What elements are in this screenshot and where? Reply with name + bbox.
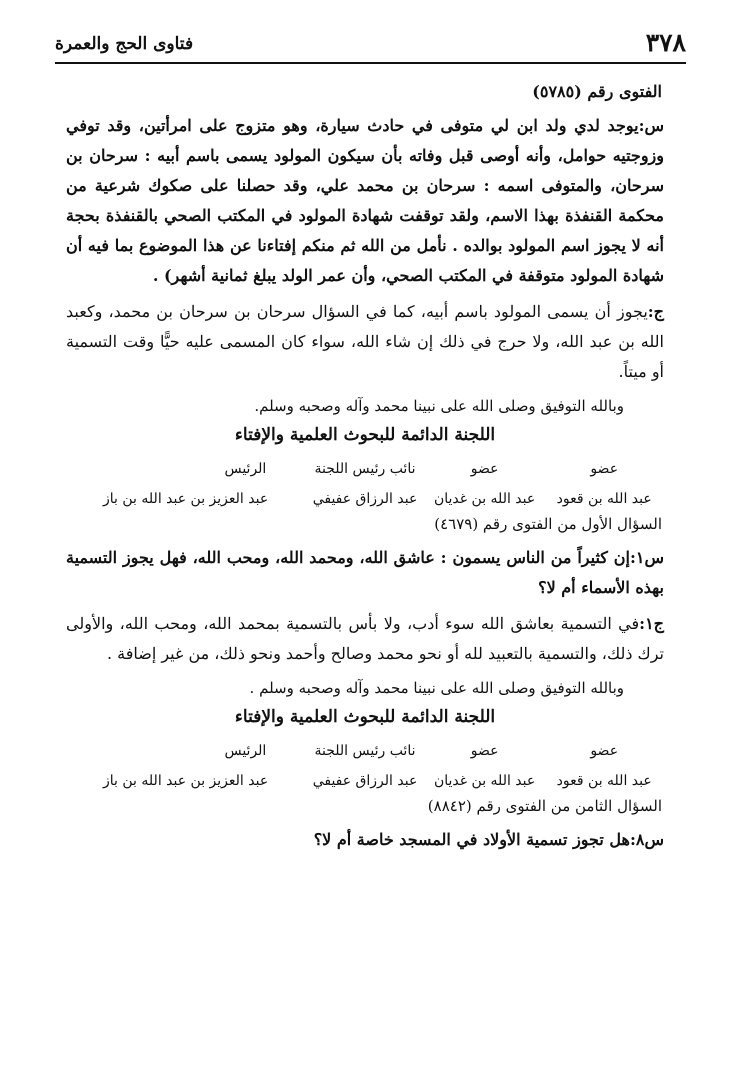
answer-text: في التسمية بعاشق الله سوء أدب، ولا بأس بالتسمية بمحمد الله، ومحب الله، والأولى ترك ذلك، والتسمية بالتعبيد لله أو نحو محمد وصالح وأحمد ونحو ذلك، من غير إضافة . — [66, 614, 664, 663]
signature-name: عبد الله بن قعود — [556, 773, 652, 789]
signature-role: عضو — [470, 743, 499, 759]
signature-name: عبد الله بن غديان — [433, 773, 536, 789]
signature-role: عضو — [470, 461, 499, 477]
answer-tag: ج١: — [639, 614, 664, 633]
signature-name: عبد الرزاق عفيفي — [312, 773, 418, 789]
signature-name: عبد الله بن غديان — [433, 491, 536, 507]
signature-table — [66, 461, 664, 507]
book-title: فتاوى الحج والعمرة — [55, 34, 194, 54]
answer-text: يجوز أن يسمى المولود باسم أبيه، كما في السؤال سرحان بن سرحان بن محمد، وكعبد الله بن عبد الله، ولا حرج في ذلك إن شاء الله، سواء كان المسمى عليه حيًّا وقت التسمية أو ميتاً. — [66, 302, 664, 381]
question-text: إن كثيراً من الناس يسمون : عاشق الله، ومحمد الله، ومحب الله، فهل يجوز التسمية بهذه الأسماء أم لا؟ — [66, 548, 664, 597]
signature-role: نائب رئيس اللجنة — [314, 461, 416, 477]
fatwa-number: الفتوى رقم (٥٧٨٥) — [532, 82, 662, 101]
answer-tag: ج: — [647, 302, 664, 321]
signature-name: عبد العزيز بن عبد الله بن باز — [103, 773, 269, 789]
closing-formula: وبالله التوفيق وصلى الله على نبينا محمد وآله وصحبه وسلم. — [254, 397, 624, 415]
signature-role: عضو — [590, 743, 619, 759]
signature-name: عبد الرزاق عفيفي — [312, 491, 418, 507]
question-paragraph — [66, 543, 664, 603]
signature-role: الرئيس — [224, 743, 267, 759]
question-paragraph — [66, 825, 664, 855]
closing-formula: وبالله التوفيق وصلى الله على نبينا محمد وآله وصحبه وسلم . — [249, 679, 624, 697]
signature-name: عبد الله بن قعود — [556, 491, 652, 507]
committee-title: اللجنة الدائمة للبحوث العلمية والإفتاء — [234, 707, 496, 727]
question-tag: س: — [638, 116, 664, 135]
question-text: هل تجوز تسمية الأولاد في المسجد خاصة أم لا؟ — [313, 830, 630, 849]
question-tag: س٨: — [629, 830, 664, 849]
signature-table — [66, 743, 664, 789]
committee-title: اللجنة الدائمة للبحوث العلمية والإفتاء — [234, 425, 496, 445]
question-tag: س١: — [629, 548, 664, 567]
page-body — [66, 76, 664, 861]
page-header — [55, 28, 686, 64]
answer-paragraph — [66, 297, 664, 387]
answer-paragraph — [66, 609, 664, 669]
question-paragraph — [66, 111, 664, 291]
signature-role: عضو — [590, 461, 619, 477]
signature-name: عبد العزيز بن عبد الله بن باز — [103, 491, 269, 507]
question-subheading: السؤال الثامن من الفتوى رقم (٨٨٤٢) — [427, 797, 662, 815]
page-number: ٣٧٨ — [645, 28, 686, 57]
question-text: يوجد لدي ولد ابن لي متوفى في حادث سيارة، وهو متزوج على امرأتين، وقد توفي وزوجتيه حوامل، وأنه أوصى قبل وفاته بأن سيكون المولود يسمى باسم أبيه : سرحان بن سرحان، والمتوفى اسمه : سرحان بن محمد علي، وقد حصلنا على صكوك شرعية من محكمة القنفذة بهذا الاسم، ولقد توقفت شهادة المولود في المكتب الصحي بالقنفذة بحجة أنه لا يجوز اسم المولود بوالده . نأمل من الله ثم منكم إفتاءنا عن هذا الموضوع بما فيه أن شهادة المولود متوقفة في المكتب الصحي، وأن عمر الولد يبلغ ثمانية أشهر) . — [66, 116, 664, 285]
question-subheading: السؤال الأول من الفتوى رقم (٤٦٧٩) — [434, 515, 662, 533]
signature-role: الرئيس — [224, 461, 267, 477]
signature-role: نائب رئيس اللجنة — [314, 743, 416, 759]
